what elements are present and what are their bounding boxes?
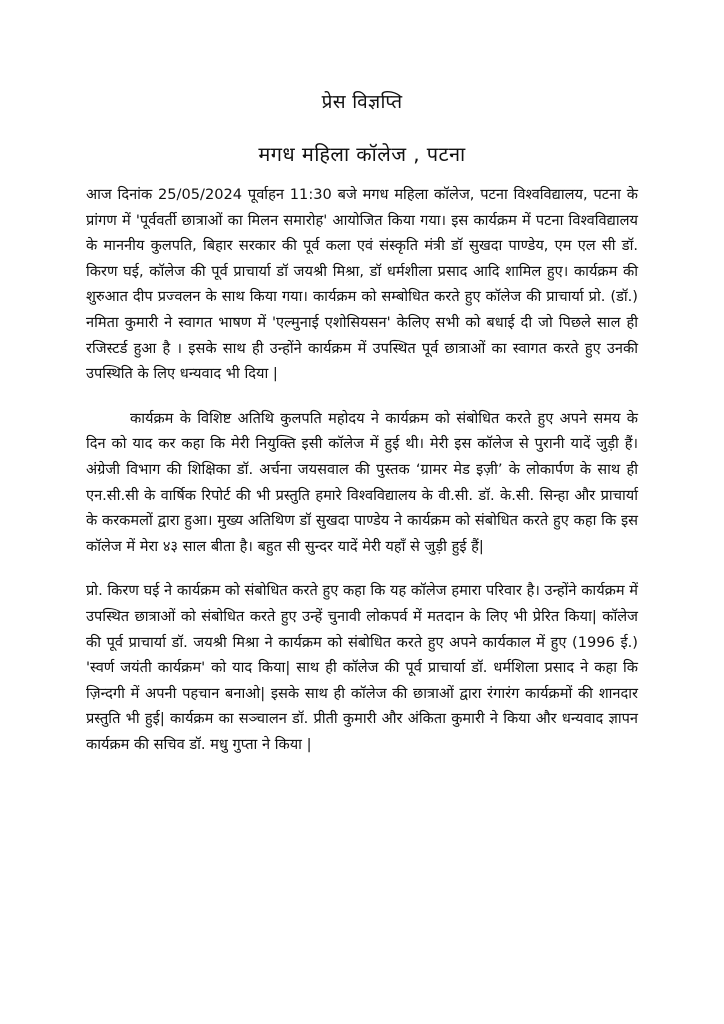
paragraph-3: प्रो. किरण घई ने कार्यक्रम को संबोधित करते हुए कहा कि यह कॉलेज हमारा परिवार है। उन्होंने कार्यक्रम में उपस्थित छात्राओं को संबोधित करते हुए उन्हें चुनावी लोकपर्व में मतदान के लिए भी प्रेरित किया| कॉलेज की पूर्व प्राचार्या डॉ. जयश्री मिश्रा ने कार्यक्रम को संबोधित करते हुए अपने कार्यकाल में हुए (1996 ई.) 'स्वर्ण जयंती कार्यक्रम' को याद किया| साथ ही कॉलेज की पूर्व प्राचार्या डॉ. धर्मशिला प्रसाद ने कहा कि ज़िन्दगी में अपनी पहचान बनाओ| इसके साथ ही कॉलेज की छात्राओं द्वारा रंगारंग कार्यक्रमों की शानदार प्रस्तुति भी हुई| कार्यक्रम का सञ्चालन डॉ. प्रीती कुमारी और अंकिता कुमारी ने किया और धन्यवाद ज्ञापन कार्यक्रम की सचिव डॉ. मधु गुप्ता ने किया |	[86, 582, 638, 753]
paragraph-2: कार्यक्रम के विशिष्ट अतिथि कुलपति महोदय ने कार्यक्रम को संबोधित करते हुए अपने समय के दिन को याद कर कहा कि मेरी नियुक्ति इसी कॉलेज में हुई थी। मेरी इस कॉलेज से पुरानी यादें जुड़ी हैं। अंग्रेजी विभाग की शिक्षिका डॉ. अर्चना जयसवाल की पुस्तक ‘ग्रामर मेड इज़ी’ के लोकार्पण के साथ ही एन.सी.सी के वार्षिक रिपोर्ट की भी प्रस्तुति हमारे विश्वविद्यालय के वी.सी. डॉ. के.सी. सिन्हा और प्राचार्या के करकमलों द्वारा हुआ। मुख्य अतिथिण डॉ सुखदा पाण्डेय ने कार्यक्रम को संबोधित करते हुए कहा कि इस कॉलेज में मेरा ४३ साल बीता है। बहुत सी सुन्दर यादें मेरी यहाँ से जुड़ी हुई हैं|	[86, 409, 638, 555]
document-title: प्रेस विज्ञप्ति	[321, 91, 403, 113]
document-body	[86, 182, 638, 757]
paragraph-1: आज दिनांक 25/05/2024 पूर्वाहन 11:30 बजे मगध महिला कॉलेज, पटना विश्वविद्यालय, पटना के प्रांगण में 'पूर्ववर्ती छात्राओं का मिलन समारोह' आयोजित किया गया। इस कार्यक्रम में पटना विश्वविद्यालय के माननीय कुलपति, बिहार सरकार की पूर्व कला एवं संस्कृति मंत्री डॉ सुखदा पाण्डेय, एम एल सी डॉ. किरण घई, कॉलेज की पूर्व प्राचार्या डॉ जयश्री मिश्रा, डॉ धर्मशीला प्रसाद आदि शामिल हुए। कार्यक्रम की शुरुआत दीप प्रज्वलन के साथ किया गया। कार्यक्रम को सम्बोधित करते हुए कॉलेज की प्राचार्या प्रो. (डॉ.) नमिता कुमारी ने स्वागत भाषण में 'एल्मुनाई एशोसियसन' केलिए सभी को बधाई दी जो पिछले साल ही रजिस्टर्ड हुआ है । इसके साथ ही उन्होंने कार्यक्रम में उपस्थित पूर्व छात्राओं का स्वागत करते हुए उनकी उपस्थिति के लिए धन्यवाद भी दिया |	[86, 186, 638, 383]
document-subtitle: मगध महिला कॉलेज , पटना	[258, 142, 466, 166]
